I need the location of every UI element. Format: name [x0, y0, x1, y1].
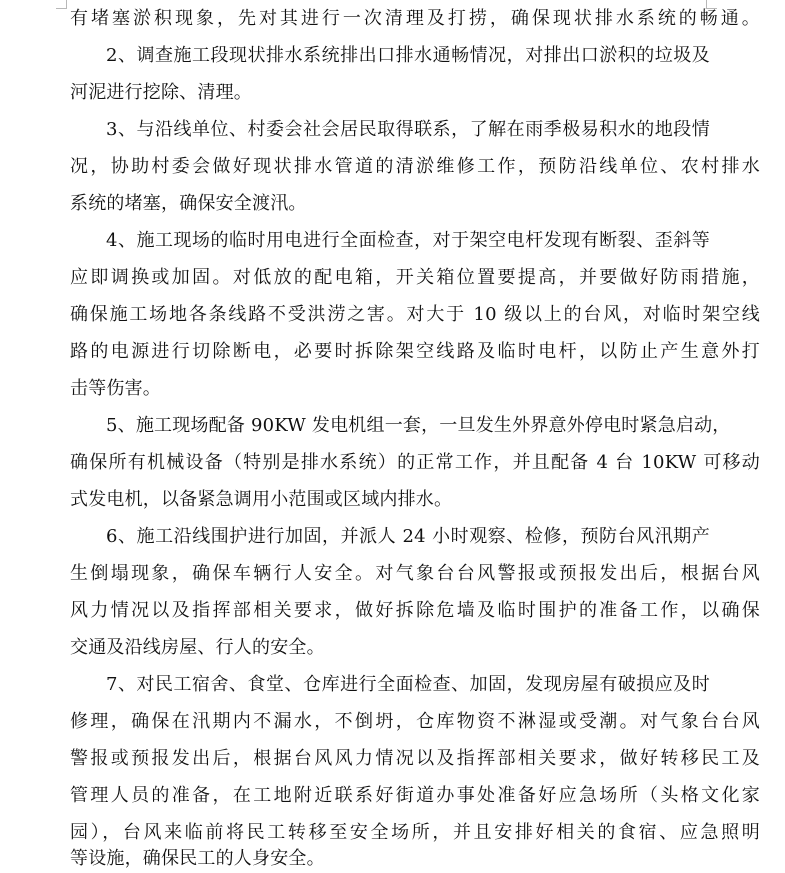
text-line: 路的电源进行切除断电，必要时拆除架空线路及临时电杆，以防止产生意外打	[70, 341, 760, 362]
text-line: 6、施工沿线围护进行加固，并派人 24 小时观察、检修，预防台风汛期产	[106, 526, 710, 547]
text-line: 确保所有机械设备（特别是排水系统）的正常工作，并且配备 4 台 10KW 可移动	[70, 452, 760, 473]
text-line: 管理人员的准备，在工地附近联系好街道办事处准备好应急场所（头格文化家	[70, 785, 760, 806]
text-line: 确保施工场地各条线路不受洪涝之害。对大于 10 级以上的台风，对临时架空线	[70, 304, 760, 325]
text-line: 2、调查施工段现状排水系统排出口排水通畅情况，对排出口淤积的垃圾及	[106, 45, 710, 66]
text-line: 交通及沿线房屋、行人的安全。	[70, 637, 325, 658]
text-line: 风力情况以及指挥部相关要求，做好拆除危墙及临时围护的准备工作，以确保	[70, 600, 760, 621]
page-corner-mark-left	[56, 0, 67, 9]
text-line: 击等伤害。	[70, 378, 161, 399]
text-line: 系统的堵塞，确保安全渡汛。	[70, 193, 307, 214]
text-line: 园），台风来临前将民工转移至安全场所，并且安排好相关的食宿、应急照明	[70, 822, 760, 843]
text-line: 修理，确保在汛期内不漏水，不倒坍，仓库物资不淋湿或受潮。对气象台台风	[70, 711, 760, 732]
text-line: 4、施工现场的临时用电进行全面检查，对于架空电杆发现有断裂、歪斜等	[106, 230, 710, 251]
text-line: 7、对民工宿舍、食堂、仓库进行全面检查、加固，发现房屋有破损应及时	[106, 674, 710, 695]
text-line: 警报或预报发出后，根据台风风力情况以及指挥部相关要求，做好转移民工及	[70, 748, 760, 769]
text-line: 河泥进行挖除、清理。	[70, 82, 252, 103]
text-line: 有堵塞淤积现象，先对其进行一次清理及打捞，确保现状排水系统的畅通。	[70, 8, 760, 29]
text-line: 况，协助村委会做好现状排水管道的清淤维修工作，预防沿线单位、农村排水	[70, 156, 760, 177]
text-line: 应即调换或加固。对低放的配电箱，开关箱位置要提高，并要做好防雨措施，	[70, 267, 760, 288]
text-line: 生倒塌现象，确保车辆行人安全。对气象台台风警报或预报发出后，根据台风	[70, 563, 760, 584]
text-line: 式发电机，以备紧急调用小范围或区域内排水。	[70, 489, 453, 510]
text-line: 3、与沿线单位、村委会社会居民取得联系，了解在雨季极易积水的地段情	[106, 119, 710, 140]
text-line: 等设施，确保民工的人身安全。	[70, 848, 325, 869]
text-line: 5、施工现场配备 90KW 发电机组一套，一旦发生外界意外停电时紧急启动，	[106, 415, 731, 436]
